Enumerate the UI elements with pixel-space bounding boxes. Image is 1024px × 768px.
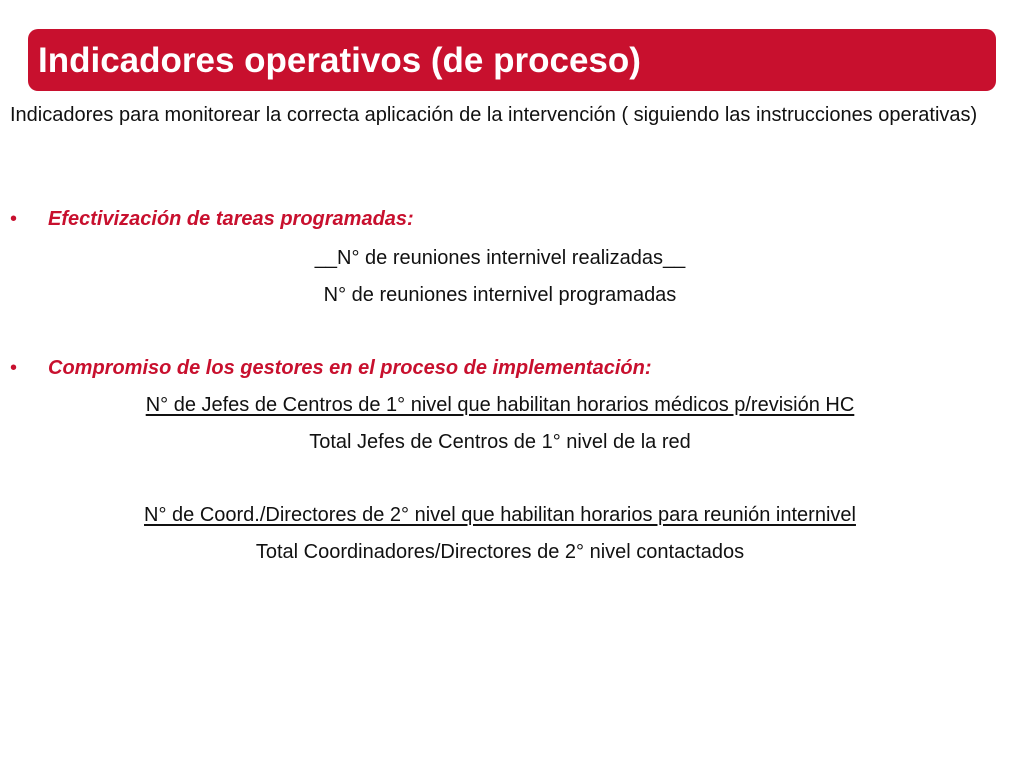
- formula-coord-denominator: Total Coordinadores/Directores de 2° nivel contactados: [255, 541, 745, 563]
- bullet-compromiso: [10, 354, 651, 382]
- bullet-label-compromiso: Compromiso de los gestores en el proceso de implementación:: [48, 357, 652, 379]
- intro-text: Indicadores para monitorear la correcta aplicación de la intervención ( siguiendo las instrucciones operativas): [10, 104, 978, 126]
- formula-jefes-denominator: Total Jefes de Centros de 1° nivel de la red: [309, 431, 691, 453]
- bullet-label-efectivizacion: Efectivización de tareas programadas:: [48, 208, 414, 230]
- formula-coord-numerator-line: [0, 501, 1000, 529]
- title-banner: [28, 29, 996, 91]
- formula-coord-numerator: N° de Coord./Directores de 2° nivel que habilitan horarios para reunión internivel: [144, 504, 856, 526]
- bullet-marker: •: [10, 357, 18, 379]
- slide-title: Indicadores operativos (de proceso): [38, 40, 641, 80]
- formula-jefes-numerator: N° de Jefes de Centros de 1° nivel que habilitan horarios médicos p/revisión HC: [145, 394, 855, 416]
- bullet-marker: •: [10, 208, 18, 230]
- bullet-efectivizacion: [10, 205, 414, 233]
- formula-jefes-numerator-line: [0, 391, 1000, 419]
- formula-reuniones-denominator: N° de reuniones internivel programadas: [323, 284, 677, 306]
- formula-reuniones-numerator: __N° de reuniones internivel realizadas__: [314, 247, 686, 269]
